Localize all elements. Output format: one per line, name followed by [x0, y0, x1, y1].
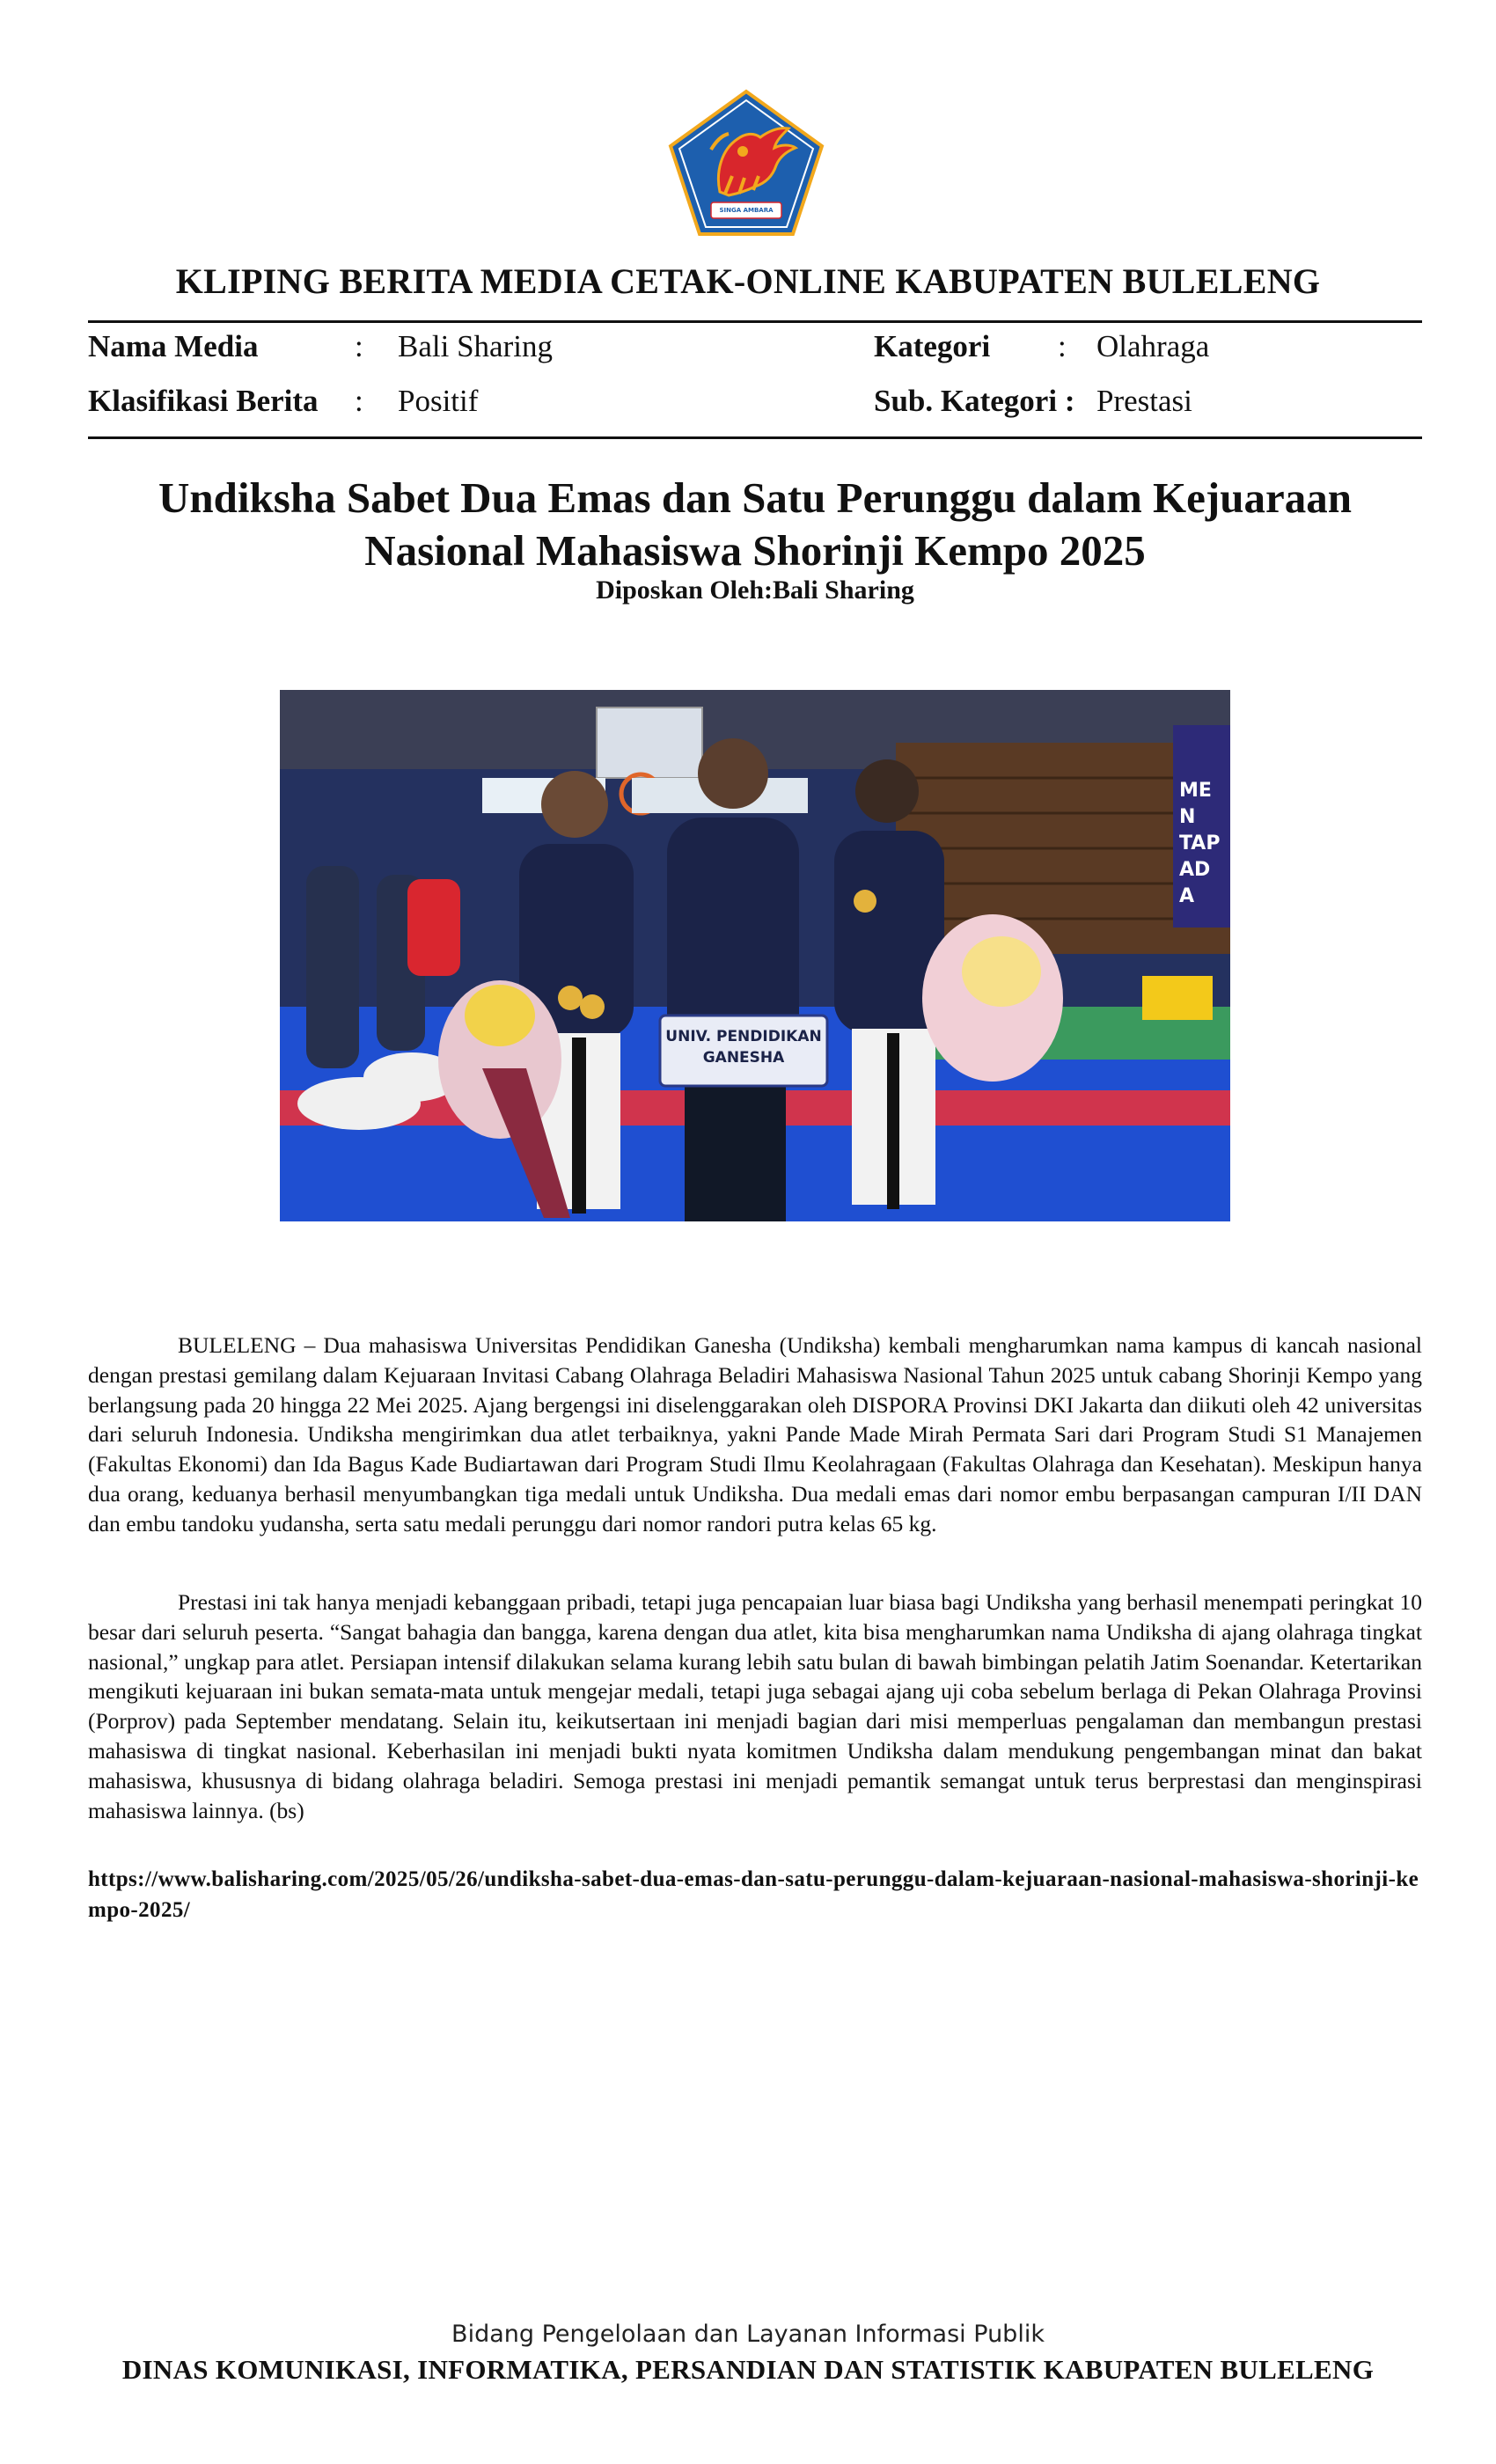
article-paragraph-2 [88, 1588, 1422, 1825]
headline-line-1: Undiksha Sabet Dua Emas dan Satu Perunggu dalam Kejuaraan [158, 473, 1352, 522]
logo-motto-text: SINGA AMBARA RAJA [719, 207, 774, 226]
paragraph-1-text: BULELENG – Dua mahasiswa Universitas Pendidikan Ganesha (Undiksha) kembali mengharumkan nama kampus di kancah nasional dengan prestasi gemilang dalam Kejuaraan Invitasi Cabang Olahraga Beladiri Mahasiswa Nasional Tahun 2025 untuk cabang Shorinji Kempo yang berlangsung pada 20 hingga 22 Mei 2025. Ajang bergengsi ini diselenggarakan oleh DISPORA Provinsi DKI Jakarta dan diikuti oleh 42 universitas dari seluruh Indonesia. Undiksha mengirimkan dua atlet terbaiknya, yakni Pande Made Mirah Permata Sari dari Program Studi S1 Manajemen (Fakultas Ekonomi) dan Ida Bagus Kade Budiartawan dari Program Studi Ilmu Keolahragaan (Fakultas Olahraga dan Kesehatan). Meskipun hanya dua orang, keduanya berhasil menyumbangkan tiga medali untuk Undiksha. Dua medali emas dari nomor embu berpasangan campuran I/II DAN dan embu tandoku yudansha, serta satu medali perunggu dari nomor randori putra kelas 65 kg. [88, 1332, 1422, 1536]
bottom-divider [88, 436, 1422, 439]
subkategori-label: Sub. Kategori : [874, 384, 1075, 418]
paragraph-2-text: Prestasi ini tak hanya menjadi kebanggaan pribadi, tetapi juga pencapaian luar biasa bagi Undiksha yang berhasil menempati peringkat 10 besar dari seluruh peserta. “Sangat bahagia dan bangga, karena dengan dua atlet, kita bisa mengharumkan nama Undiksha di ajang olahraga tingkat nasional,” ungkap para atlet. Persiapan intensif dilakukan selama kurang lebih satu bulan di bawah bimbingan pelatih Jatim Soenandar. Ketertarikan mengikuti kejuaraan ini bukan semata-mata untuk mengejar medali, tetapi juga sebagai ajang uji coba sebelum berlaga di Pekan Olahraga Provinsi (Porprov) pada September mendatang. Selain itu, keikutsertaan ini menjadi bagian dari misi memperluas pengalaman dan membangun prestasi mahasiswa di tingkat nasional. Keberhasilan ini menjadi bukti nyata komitmen Undiksha dalam mendukung pengembangan minat dan bakat mahasiswa, khususnya di bidang olahraga beladiri. Semoga prestasi ini menjadi pemantik semangat untuk terus berprestasi dan menginspirasi mahasiswa lainnya. (bs) [88, 1589, 1422, 1823]
article-paragraph-1 [88, 1331, 1422, 1539]
footer-department: Bidang Pengelolaan dan Layanan Informasi Publik [451, 2321, 1045, 2348]
kategori-label: Kategori [874, 329, 991, 363]
article-byline: Diposkan Oleh:Bali Sharing [596, 576, 914, 605]
klasifikasi-label: Klasifikasi Berita [88, 384, 319, 418]
meta-row-1 [88, 329, 1422, 373]
buleleng-crest-logo [667, 88, 825, 238]
klasifikasi-colon: : [355, 384, 363, 418]
media-label: Nama Media [88, 329, 259, 363]
document-title: KLIPING BERITA MEDIA CETAK-ONLINE KABUPATEN BULELENG [175, 261, 1321, 301]
klasifikasi-value: Positif [398, 384, 479, 418]
source-link[interactable]: https://www.balisharing.com/2025/05/26/undiksha-sabet-dua-emas-dan-satu-perunggu-dalam-kejuaraan-nasional-mahasiswa-shorinji-kempo-2025/ [88, 1867, 1419, 1922]
media-value: Bali Sharing [398, 329, 553, 363]
top-divider [88, 320, 1422, 323]
footer-agency: DINAS KOMUNIKASI, INFORMATIKA, PERSANDIAN DAN STATISTIK KABUPATEN BULELENG [121, 2354, 1375, 2385]
article-photo [280, 690, 1230, 1221]
photo-banner-text [660, 1026, 827, 1068]
photo-banner-line-2: GANESHA [702, 1049, 785, 1067]
subkategori-value: Prestasi [1096, 384, 1192, 418]
article-headline [88, 472, 1422, 577]
media-colon: : [355, 329, 363, 363]
headline-line-2: Nasional Mahasiswa Shorinji Kempo 2025 [364, 526, 1146, 575]
photo-banner-line-1: UNIV. PENDIDIKAN [665, 1028, 822, 1045]
meta-row-2 [88, 384, 1422, 428]
kategori-colon: : [1058, 329, 1067, 363]
photo-wall-text: MEN TAP ADA [1179, 780, 1221, 907]
kategori-value: Olahraga [1096, 329, 1210, 363]
